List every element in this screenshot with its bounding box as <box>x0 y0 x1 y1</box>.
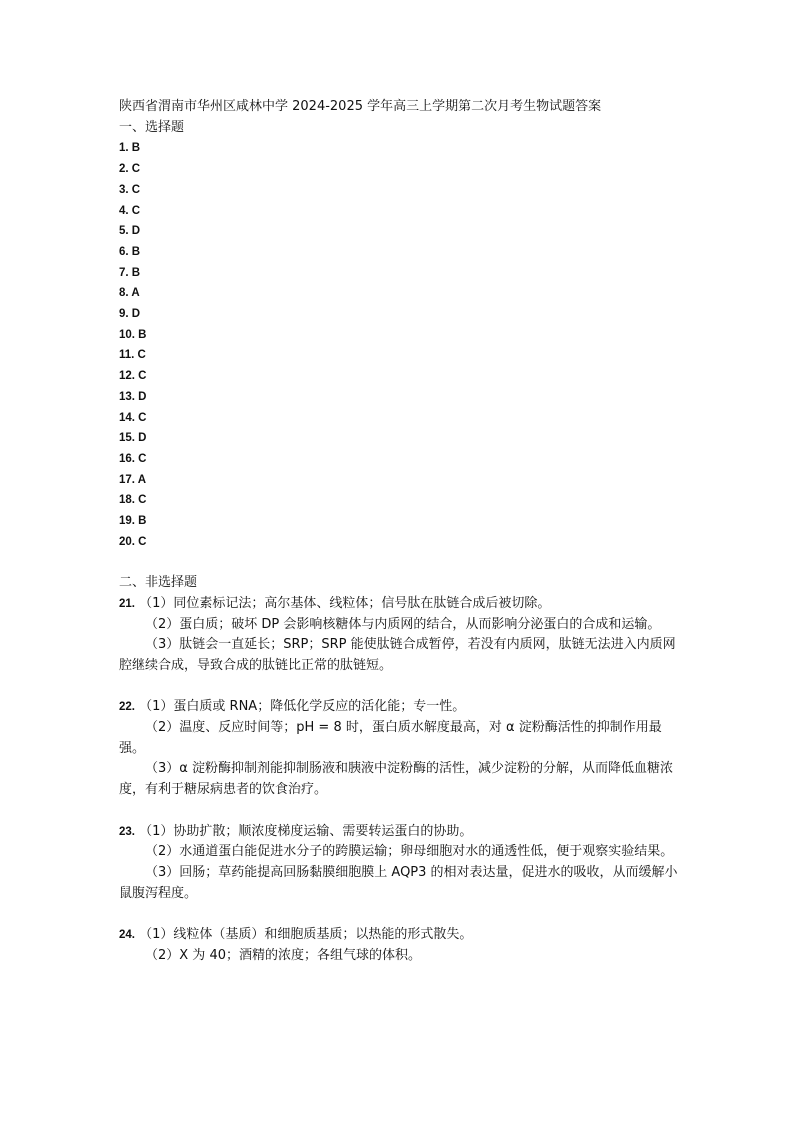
answer-item: 14. C <box>119 411 147 424</box>
question-number: 21. <box>119 597 135 610</box>
document-page <box>119 97 679 966</box>
question-part: （2）蛋白质；破坏 DP 会影响核糖体与内质网的结合，从而影响分泌蛋白的合成和运输。 <box>145 616 661 632</box>
question-part-text: （1）协助扩散；顺浓度梯度运输、需要转运蛋白的协助。 <box>139 823 473 839</box>
document-title: 陕西省渭南市华州区咸林中学 2024-2025 学年高三上学期第二次月考生物试题答案 <box>119 99 602 114</box>
question-part-text: （1）线粒体（基质）和细胞质基质；以热能的形式散失。 <box>139 927 473 943</box>
question-part: （2）X 为 40；酒精的浓度；各组气球的体积。 <box>145 947 421 963</box>
answer-item: 1. B <box>119 142 141 155</box>
question-number: 24. <box>119 929 135 942</box>
question-24 <box>119 925 679 966</box>
answer-list <box>119 138 679 552</box>
answer-item: 8. A <box>119 287 140 300</box>
question-part: （3）回肠；草药能提高回肠黏膜细胞膜上 AQP3 的相对表达量，促进水的吸收，从而缓解小鼠腹泻程度。 <box>119 864 678 901</box>
answer-item: 6. B <box>119 245 141 258</box>
question-23 <box>119 822 679 905</box>
question-part <box>119 594 679 615</box>
question-part: （2）水通道蛋白能促进水分子的跨膜运输；卵母细胞对水的通透性低，便于观察实验结果。 <box>145 844 674 860</box>
spacer <box>119 904 679 925</box>
question-number: 22. <box>119 701 135 714</box>
question-part-text: （1）蛋白质或 RNA；降低化学反应的活化能；专一性。 <box>139 699 466 715</box>
section2-heading: 二、非选择题 <box>119 575 198 591</box>
question-part: （3）肽链会一直延长；SRP；SRP 能使肽链合成暂停，若没有内质网，肽链无法进入内质网腔继续合成，导致合成的肽链比正常的肽链短。 <box>119 637 676 673</box>
answer-item: 10. B <box>119 328 147 341</box>
question-number: 23. <box>119 825 135 838</box>
answer-item: 2. C <box>119 163 141 176</box>
question-part-text: （1）同位素标记法；高尔基体、线粒体；信号肽在肽链合成后被切除。 <box>139 595 551 611</box>
answer-item: 17. A <box>119 473 147 486</box>
question-part: （2）温度、反应时间等；pH = 8 时，蛋白质水解度最高，对 α 淀粉酶活性的抑制作用最强。 <box>119 720 662 756</box>
section1-heading: 一、选择题 <box>119 119 185 135</box>
answer-item: 18. C <box>119 494 147 507</box>
question-21 <box>119 594 679 677</box>
spacer <box>119 677 679 698</box>
answer-item: 16. C <box>119 452 147 465</box>
question-part <box>119 925 679 946</box>
question-part <box>119 822 679 843</box>
answer-item: 9. D <box>119 308 141 321</box>
spacer <box>119 801 679 822</box>
answer-item: 20. C <box>119 535 147 548</box>
spacer <box>119 552 679 573</box>
answer-item: 13. D <box>119 390 147 403</box>
question-22 <box>119 697 679 801</box>
answer-item: 7. B <box>119 266 141 279</box>
question-part <box>119 697 679 718</box>
answer-item: 4. C <box>119 204 141 217</box>
question-part: （3）α 淀粉酶抑制剂能抑制肠液和胰液中淀粉酶的活性，减少淀粉的分解，从而降低血糖浓度，有利于糖尿病患者的饮食治疗。 <box>119 761 673 798</box>
answer-item: 3. C <box>119 183 141 196</box>
answer-item: 5. D <box>119 225 141 238</box>
answer-item: 12. C <box>119 370 147 383</box>
answer-item: 15. D <box>119 432 147 445</box>
answer-item: 19. B <box>119 515 147 528</box>
answer-item: 11. C <box>119 349 146 362</box>
